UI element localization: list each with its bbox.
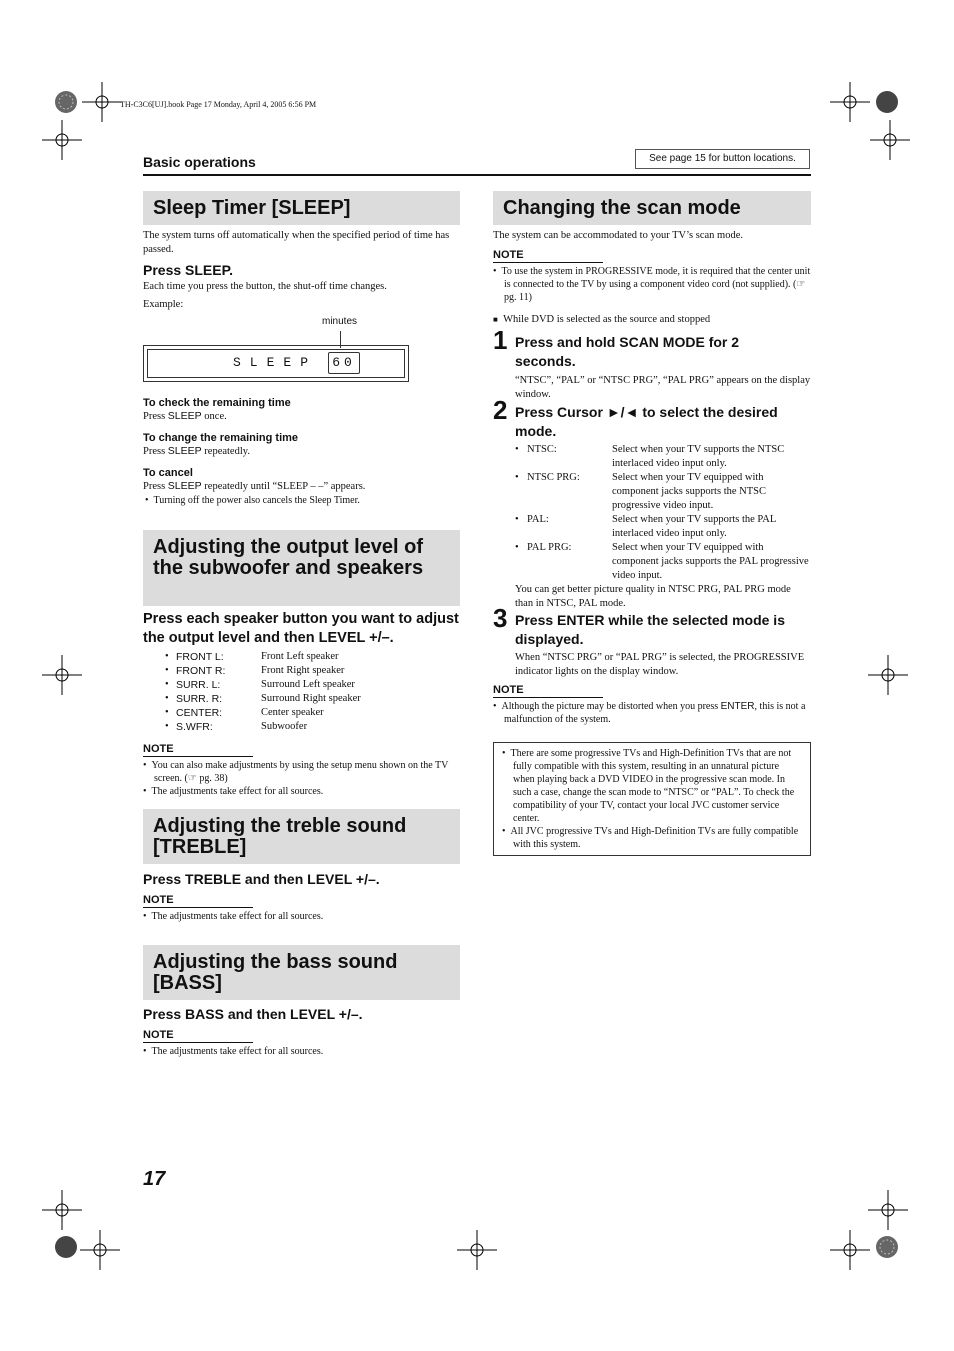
scan-heading: Changing the scan mode <box>493 191 811 225</box>
output-note-label: NOTE <box>143 743 253 757</box>
mode-item: • PAL: Select when your TV supports the PAL interlaced video input only. <box>515 514 776 539</box>
step-2 <box>515 403 811 611</box>
output-instruction: Press each speaker button you want to adjust the output level and then LEVEL +/–. <box>143 611 459 646</box>
crosshair-mark-left-middle <box>42 655 82 695</box>
scan-note-label: NOTE <box>493 249 603 263</box>
speaker-item: • SURR. R: Surround Right speaker <box>165 693 361 705</box>
treble-instruction: Press TREBLE and then LEVEL +/–. <box>143 871 380 887</box>
change-text: Press SLEEP repeatedly. <box>143 445 250 457</box>
cancel-text: Press SLEEP repeatedly until “SLEEP – –” appears. <box>143 480 366 492</box>
treble-section <box>143 870 460 923</box>
section-label: Basic operations <box>143 154 256 170</box>
step-2-note: You can get better picture quality in NTSC PRG, PAL PRG mode than in NTSC, PAL mode. <box>515 584 791 609</box>
crosshair-mark-top-left <box>82 82 122 122</box>
header-rule <box>143 174 811 176</box>
check-text: Press SLEEP once. <box>143 410 227 422</box>
speaker-item: • CENTER: Center speaker <box>165 707 324 719</box>
compatibility-box <box>493 742 811 856</box>
output-note: • The adjustments take effect for all sources. <box>143 786 324 797</box>
cancel-heading: To cancel <box>143 467 193 479</box>
output-heading: Adjusting the output level of the subwoofer and speakers <box>143 530 460 606</box>
sleep-display-window <box>143 345 409 382</box>
cancel-bullet: • Turning off the power also cancels the Sleep Timer. <box>145 495 360 506</box>
color-dot-top-left <box>54 90 78 114</box>
see-page-box: See page 15 for button locations. <box>635 149 810 169</box>
step-1-number: 1 <box>493 325 508 355</box>
crosshair-mark-bottom-left <box>80 1230 120 1270</box>
bass-note: • The adjustments take effect for all sources. <box>143 1046 324 1057</box>
sleep-desc: Each time you press the button, the shut-off time changes. <box>143 281 387 292</box>
speaker-list <box>165 650 463 734</box>
mode-list <box>515 443 811 583</box>
scan-note: • To use the system in PROGRESSIVE mode, it is required that the center unit is connected to the TV by using a component video cord (not supplied). (☞ pg. 11) <box>493 266 811 303</box>
speaker-item: • S.WFR: Subwoofer <box>165 721 308 733</box>
display-minutes: 60 <box>328 352 360 374</box>
minutes-label: minutes <box>322 316 358 327</box>
color-dot-bottom-left <box>54 1235 78 1259</box>
page-number: 17 <box>143 1168 166 1190</box>
treble-heading: Adjusting the treble sound [TREBLE] <box>143 809 460 864</box>
change-heading: To change the remaining time <box>143 432 299 444</box>
scan-intro: The system can be accommodated to your TV’s scan mode. <box>493 230 743 241</box>
print-info: TH-C3C6[UJ].book Page 17 Monday, April 4, 2005 6:56 PM <box>120 100 317 109</box>
crosshair-mark-right-middle <box>868 655 908 695</box>
check-heading: To check the remaining time <box>143 397 291 409</box>
speaker-item: • FRONT R: Front Right speaker <box>165 665 345 677</box>
sleep-tips <box>143 397 460 507</box>
crosshair-mark-bottom-right <box>830 1230 870 1270</box>
crosshair-mark-bottom-center <box>457 1230 497 1270</box>
compat-item: • There are some progressive TVs and High-Definition TVs that are not fully compatible with this system, resulting in an unnatural picture when playing back a DVD VIDEO in the progressive scan mode. In such a case, change the scan mode to “NTSC” or “PAL”. To check the compatibility of your TV, contact your local JVC customer service center. <box>502 748 795 824</box>
scan-note2: • Although the picture may be distorted when you press ENTER, this is not a malfunction of the system. <box>493 701 806 725</box>
step-3-title: Press ENTER while the selected mode is displayed. <box>515 612 785 647</box>
output-section <box>143 610 463 798</box>
mode-item: • PAL PRG: Select when your TV equipped with component jacks supports the PAL progressive video input. <box>515 542 809 581</box>
sleep-intro: The system turns off automatically when the specified period of time has passed. <box>143 230 450 255</box>
scan-intro-block <box>493 229 811 327</box>
sleep-section <box>143 229 460 312</box>
step-2-number: 2 <box>493 395 508 425</box>
step-3 <box>515 611 811 679</box>
sleep-example: Example: <box>143 299 184 310</box>
step-2-title: Press Cursor ►/◄ to select the desired mode. <box>515 404 778 439</box>
crosshair-mark-top-right <box>830 82 870 122</box>
treble-note-label: NOTE <box>143 894 253 908</box>
scan-condition: ■ While DVD is selected as the source and stopped <box>493 314 711 325</box>
crosshair-mark-left-bottom <box>42 1190 82 1230</box>
compat-item: • All JVC progressive TVs and High-Definition TVs are fully compatible with this system. <box>502 826 799 850</box>
bass-note-label: NOTE <box>143 1029 253 1043</box>
output-note: • You can also make adjustments by using the setup menu shown on the TV screen. (☞ pg. 38) <box>143 760 449 784</box>
crosshair-mark-right-top <box>870 120 910 160</box>
display-text: SLEEP <box>233 355 318 370</box>
treble-note: • The adjustments take effect for all sources. <box>143 911 324 922</box>
color-dot-top-right <box>875 90 899 114</box>
crosshair-mark-left-top <box>42 120 82 160</box>
scan-note2-label: NOTE <box>493 684 603 698</box>
mode-item: • NTSC PRG: Select when your TV equipped with component jacks supports the NTSC progressive video input. <box>515 472 766 511</box>
step-1-title: Press and hold SCAN MODE for 2 seconds. <box>515 334 740 369</box>
speaker-item: • FRONT L: Front Left speaker <box>165 651 339 663</box>
step-3-desc: When “NTSC PRG” or “PAL PRG” is selected, the PROGRESSIVE indicator lights on the display window. <box>515 652 805 677</box>
speaker-item: • SURR. L: Surround Left speaker <box>165 679 355 691</box>
step-3-number: 3 <box>493 603 508 633</box>
bass-instruction: Press BASS and then LEVEL +/–. <box>143 1006 363 1022</box>
step-1-desc: “NTSC”, “PAL” or “NTSC PRG”, “PAL PRG” appears on the display window. <box>515 375 811 400</box>
sleep-instruction: Press SLEEP. <box>143 262 234 278</box>
scan-note2-block <box>493 684 811 726</box>
crosshair-mark-right-bottom <box>868 1190 908 1230</box>
color-dot-bottom-right <box>875 1235 899 1259</box>
step-1 <box>515 333 811 402</box>
bass-section <box>143 1005 460 1058</box>
bass-heading: Adjusting the bass sound [BASS] <box>143 945 460 1000</box>
mode-item: • NTSC: Select when your TV supports the NTSC interlaced video input only. <box>515 444 785 469</box>
sleep-heading: Sleep Timer [SLEEP] <box>143 191 460 225</box>
